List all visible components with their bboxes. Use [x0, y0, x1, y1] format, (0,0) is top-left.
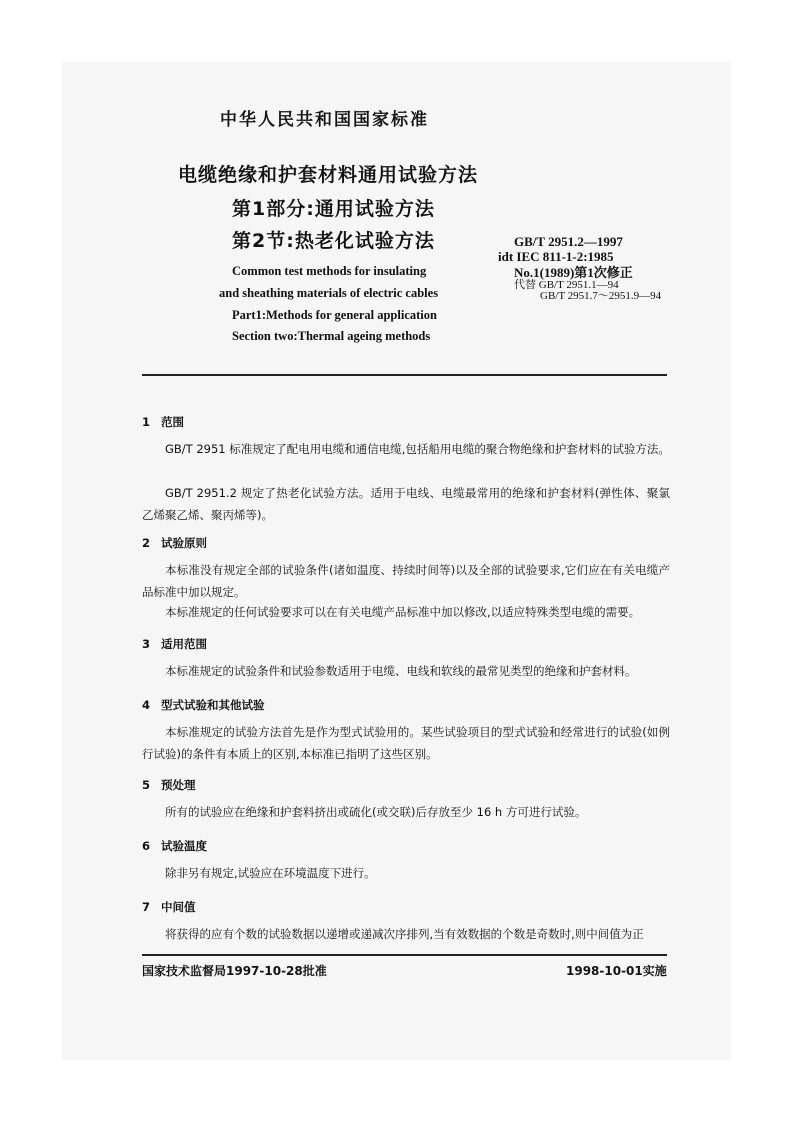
section-heading: [142, 777, 196, 793]
section-paragraph: 本标准规定的任何试验要求可以在有关电缆产品标准中加以修改,以适应特殊类型电缆的需要。: [165, 605, 641, 619]
section-title: 中间值: [161, 900, 196, 914]
section-number: 7: [142, 900, 151, 914]
title-line-1: 电缆绝缘和护套材料通用试验方法: [178, 164, 479, 186]
section-heading: [142, 899, 196, 915]
standard-name: 中华人民共和国国家标准: [220, 110, 429, 130]
section-heading: [142, 838, 207, 854]
iec-equivalence: idt IEC 811-1-2:1985: [498, 249, 614, 264]
replaces-note: GB/T 2951.7～2951.9—94: [540, 290, 662, 302]
section-number: 1: [142, 415, 151, 429]
section-number: 4: [142, 698, 151, 712]
section-heading: [142, 636, 207, 652]
section-title: 型式试验和其他试验: [161, 698, 265, 712]
section-paragraph: GB/T 2951 标准规定了配电用电缆和通信电缆,包括船用电缆的聚合物绝缘和护套材料的试验方法。: [165, 442, 670, 456]
replaces-note: 代替 GB/T 2951.1—94: [514, 279, 619, 291]
section-paragraph: 所有的试验应在绝缘和护套料挤出或硫化(或交联)后存放至少 16 h 方可进行试验。: [165, 805, 587, 819]
section-paragraph: 本标准规定的试验方法首先是作为型式试验用的。某些试验项目的型式试验和经常进行的试验(如例行试验)的条件有本质上的区别,本标准已指明了这些区别。: [142, 725, 670, 761]
section-paragraph: 本标准没有规定全部的试验条件(诸如温度、持续时间等)以及全部的试验要求,它们应在有关电缆产品标准中加以规定。: [142, 563, 670, 599]
section-heading: [142, 535, 207, 551]
english-title-line: Part1:Methods for general application: [232, 308, 437, 322]
section-paragraph: 将获得的应有个数的试验数据以递增或递减次序排列,当有效数据的个数是奇数时,则中间值为正: [165, 927, 644, 941]
section-title: 范围: [161, 415, 184, 429]
section-paragraph: GB/T 2951.2 规定了热老化试验方法。适用于电线、电缆最常用的绝缘和护套材料(弹性体、聚氯乙烯聚乙烯、聚丙烯等)。: [142, 486, 670, 522]
english-title-line: Section two:Thermal ageing methods: [232, 329, 431, 343]
section-paragraph: 本标准规定的试验条件和试验参数适用于电缆、电线和软线的最常见类型的绝缘和护套材料。: [165, 664, 637, 678]
header-divider: [142, 374, 667, 376]
implementation-date: 1998-10-01实施: [566, 964, 667, 978]
english-title-line: and sheathing materials of electric cables: [219, 286, 439, 300]
english-title-line: Common test methods for insulating: [232, 264, 427, 278]
section-title: 预处理: [161, 778, 196, 792]
amendment-note: No.1(1989)第1次修正: [514, 265, 633, 280]
section-number: 6: [142, 839, 151, 853]
section-title: 试验原则: [161, 536, 207, 550]
approval-date: 国家技术监督局1997-10-28批准: [142, 964, 327, 978]
section-title: 试验温度: [161, 839, 207, 853]
section-heading: [142, 414, 184, 430]
section-number: 5: [142, 778, 151, 792]
section-title: 适用范围: [161, 637, 207, 651]
footer-divider: [142, 954, 667, 956]
section-number: 2: [142, 536, 151, 550]
title-line-3: 第2节:热老化试验方法: [232, 230, 435, 252]
title-line-2: 第1部分:通用试验方法: [232, 198, 435, 220]
standard-code: GB/T 2951.2—1997: [514, 234, 623, 249]
section-heading: [142, 697, 265, 713]
section-number: 3: [142, 637, 151, 651]
section-paragraph: 除非另有规定,试验应在环境温度下进行。: [165, 866, 376, 880]
